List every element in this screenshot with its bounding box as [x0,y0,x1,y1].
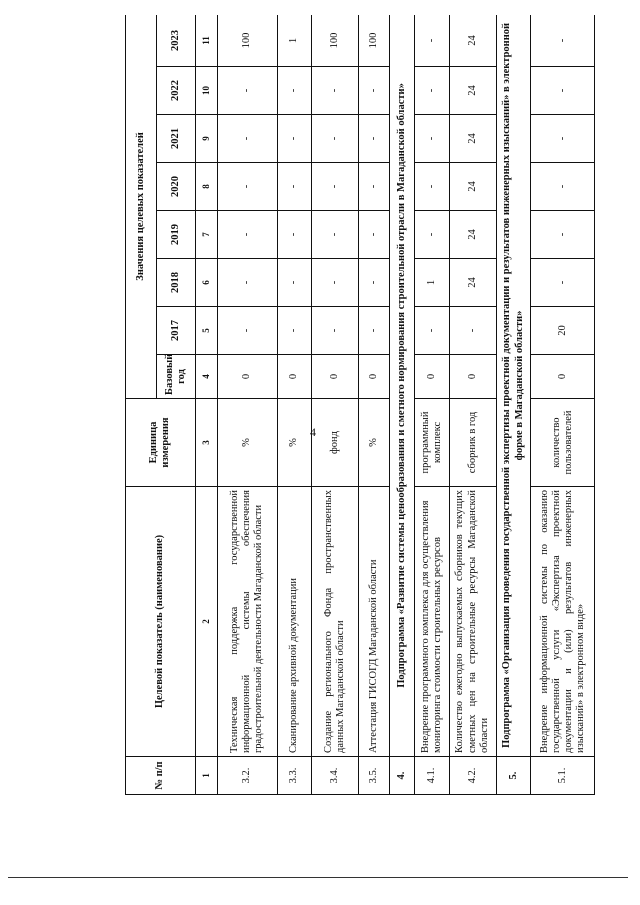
col-number: 11 [195,15,218,67]
subprogram-row [496,15,531,795]
year-value: 100 [359,15,390,67]
col-number: 9 [195,115,218,163]
year-value: - [277,163,312,211]
year-value: 24 [449,163,496,211]
indicator-name: Внедрение программного комплекса для осуществления мониторинга стоимости строительных ресурсов [414,487,449,757]
year-value: - [312,307,359,355]
year-value: - [414,163,449,211]
rotated-table-container [125,15,595,795]
table-row [277,15,312,795]
col-number: 3 [195,399,218,487]
indicator-name: Техническая поддержка государственной информационной системы обеспечения градостроительной деятельности Магаданской области [218,487,277,757]
subprogram-number: 5. [496,757,531,795]
year-value: - [312,67,359,115]
base-value: 0 [531,355,595,399]
year-value: 24 [449,67,496,115]
table-row [449,15,496,795]
subprogram-row [390,15,415,795]
year-value: - [359,115,390,163]
header-unit: Единица измерения [126,399,196,487]
year-value: - [277,259,312,307]
col-number: 2 [195,487,218,757]
table-row [414,15,449,795]
row-number: 3.3. [277,757,312,795]
indicator-name: Создание регионального Фонда пространственных данных Магаданской области [312,487,359,757]
year-value: - [531,67,595,115]
row-number: 4.1. [414,757,449,795]
unit: % [277,399,312,487]
subprogram-title: Подпрограмма «Развитие системы ценообразования и сметного нормирования строительной отрасли в Магаданской области» [390,15,415,757]
year-value: - [414,15,449,67]
unit: программный комплекс [414,399,449,487]
year-value: - [277,307,312,355]
base-value: 0 [359,355,390,399]
unit: фонд [312,399,359,487]
indicator-name: Сканирование архивной документации [277,487,312,757]
year-value: 24 [449,15,496,67]
subprogram-number: 4. [390,757,415,795]
year-value: - [449,307,496,355]
col-number: 1 [195,757,218,795]
table-rotator [125,15,595,795]
header-year: 2020 [156,163,195,211]
base-value: 0 [218,355,277,399]
header-no: № п/п [126,757,196,795]
header-year: 2018 [156,259,195,307]
subprogram-title: Подпрограмма «Организация проведения государственной экспертизы проектной документации и результатов инженерных изысканий» в электронной форме в Магаданской области» [496,15,531,757]
year-value: - [312,259,359,307]
target-indicators-table [125,15,595,795]
col-number: 5 [195,307,218,355]
year-value: - [531,115,595,163]
col-number: 4 [195,355,218,399]
header-base-year: Базовый год [156,355,195,399]
unit: % [218,399,277,487]
base-value: 0 [414,355,449,399]
year-value: - [277,115,312,163]
col-number: 8 [195,163,218,211]
year-value: - [312,211,359,259]
page-number: 4 [310,425,316,439]
year-value: - [312,163,359,211]
year-value: - [359,163,390,211]
row-number: 3.4. [312,757,359,795]
year-value: - [531,15,595,67]
year-value: - [218,115,277,163]
header-values: Значения целевых показателей [126,15,157,399]
year-value: 24 [449,211,496,259]
header-year: 2019 [156,211,195,259]
col-number: 10 [195,67,218,115]
unit: количество пользователей [531,399,595,487]
col-number: 7 [195,211,218,259]
year-value: - [218,307,277,355]
year-value: 20 [531,307,595,355]
table-row [531,15,595,795]
row-number: 3.5. [359,757,390,795]
year-value: - [531,163,595,211]
row-number: 5.1. [531,757,595,795]
page-bottom-rule [8,877,628,878]
unit: % [359,399,390,487]
year-value: - [531,211,595,259]
header-year: 2022 [156,67,195,115]
year-value: - [359,67,390,115]
year-value: - [277,211,312,259]
year-value: - [218,163,277,211]
year-value: - [359,211,390,259]
year-value: - [312,115,359,163]
year-value: - [531,259,595,307]
header-year: 2023 [156,15,195,67]
year-value: 1 [414,259,449,307]
year-value: - [218,259,277,307]
base-value: 0 [449,355,496,399]
header-year: 2017 [156,307,195,355]
header-year: 2021 [156,115,195,163]
year-value: 100 [312,15,359,67]
header-indicator: Целевой показатель (наименование) [126,487,196,757]
year-value: 1 [277,15,312,67]
year-value: - [414,211,449,259]
year-value: - [414,115,449,163]
year-value: - [277,67,312,115]
year-value: 100 [218,15,277,67]
year-value: 24 [449,259,496,307]
year-value: - [359,259,390,307]
year-value: - [218,67,277,115]
year-value: - [414,67,449,115]
table-row [312,15,359,795]
base-value: 0 [312,355,359,399]
year-value: - [414,307,449,355]
col-number: 6 [195,259,218,307]
row-number: 3.2. [218,757,277,795]
year-value: 24 [449,115,496,163]
unit: сборник в год [449,399,496,487]
base-value: 0 [277,355,312,399]
indicator-name: Аттестация ГИСОГД Магаданской области [359,487,390,757]
indicator-name: Внедрение информационной системы по оказанию государственной услуги «Экспертиза проектной документации и (или) результатов инженерных изысканий» в электронном виде» [531,487,595,757]
year-value: - [359,307,390,355]
row-number: 4.2. [449,757,496,795]
table-row [218,15,277,795]
indicator-name: Количество ежегодно выпускаемых сборников текущих сметных цен на строительные ресурсы Магаданской области [449,487,496,757]
table-row [359,15,390,795]
year-value: - [218,211,277,259]
